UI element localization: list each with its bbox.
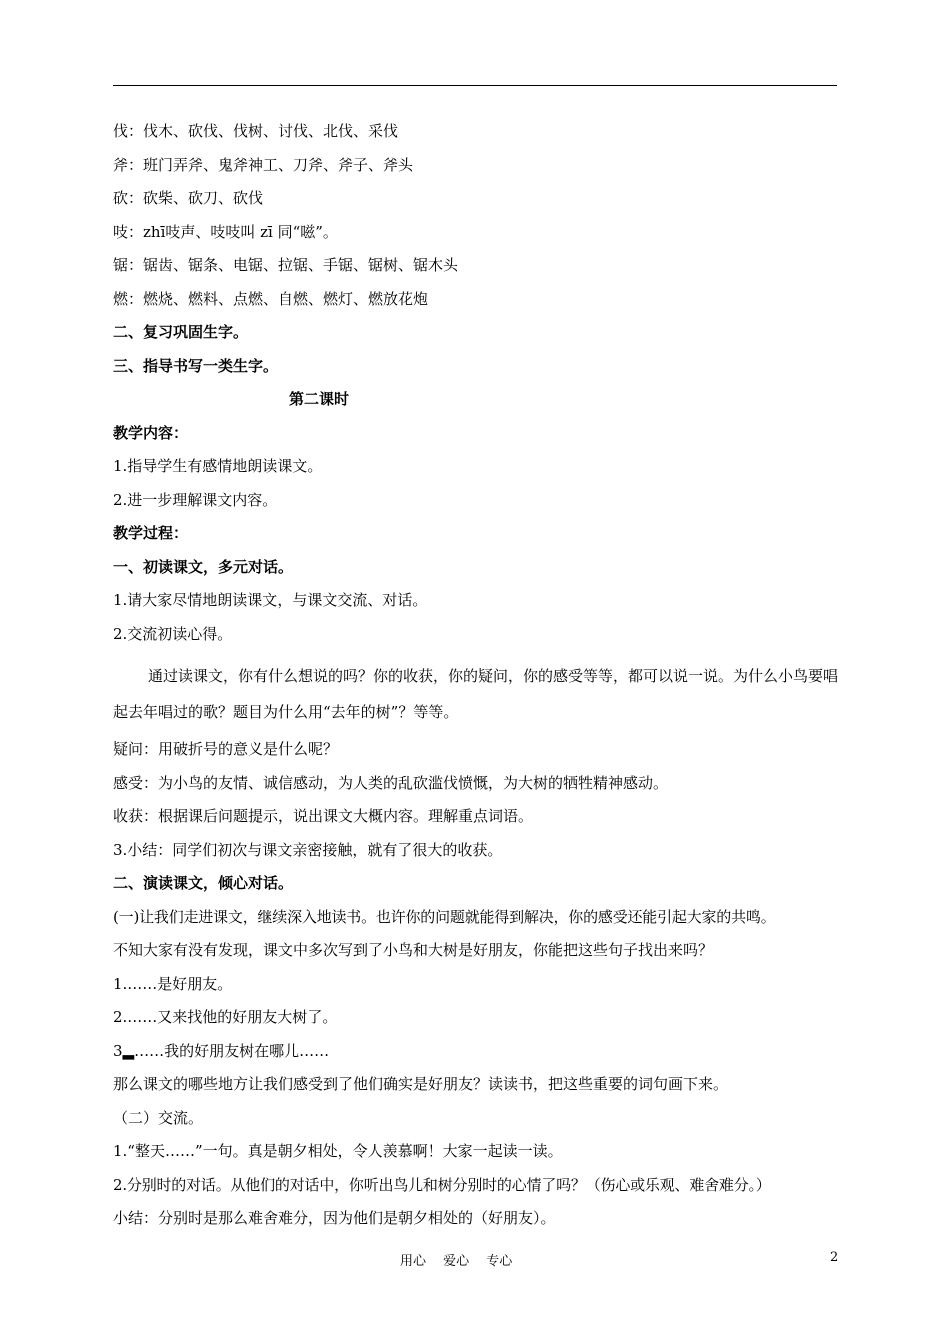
text-line: 1.……是好朋友。 xyxy=(113,974,233,993)
text-line: 2.交流初读心得。 xyxy=(113,624,233,643)
vocab-line: 砍：砍柴、砍刀、砍伐 xyxy=(113,189,264,207)
vocab-line: 吱：zhī吱声、吱吱叫 zī 同“嗞”。 xyxy=(113,222,338,241)
lesson-title: 第二课时 xyxy=(289,390,350,408)
section-heading: 二、演读课文，倾心对话。 xyxy=(113,874,294,892)
page-number: 2 xyxy=(830,1250,839,1265)
vocab-line: 锯：锯齿、锯条、电锯、拉锯、手锯、锯树、锯木头 xyxy=(113,256,459,274)
text-line: 感受：为小鸟的友情、诚信感动，为人类的乱砍滥伐愤慨，为大树的牺牲精神感动。 xyxy=(113,773,669,792)
paragraph: 通过读课文，你有什么想说的吗？你的收获，你的疑问，你的感受等等，都可以说一说。为什么小鸟要唱起去年唱过的歌？题目为什么用“去年的树”？等等。 xyxy=(113,667,839,721)
text-line: 2.进一步理解课文内容。 xyxy=(113,490,278,509)
text-line: 3.小结：同学们初次与课文亲密接触，就有了很大的收获。 xyxy=(113,840,503,859)
text-line: 1.“整天……”一句。真是朝夕相处，令人羡慕啊！大家一起读一读。 xyxy=(113,1142,563,1160)
text-line: （二）交流。 xyxy=(113,1108,204,1127)
text-line: 1.请大家尽情地朗读课文，与课文交流、对话。 xyxy=(113,591,428,609)
text-line: 2.……又来找他的好朋友大树了。 xyxy=(113,1008,338,1026)
text-line: 小结：分别时是那么难舍难分，因为他们是朝夕相处的（好朋友）。 xyxy=(113,1209,556,1227)
text-line: 1.指导学生有感情地朗读课文。 xyxy=(113,457,323,475)
header-rule xyxy=(113,85,837,86)
document-body xyxy=(113,122,843,1243)
vocab-line: 燃：燃烧、燃料、点燃、自燃、燃灯、燃放花炮 xyxy=(113,289,429,308)
section-heading: 三、指导书写一类生字。 xyxy=(113,356,279,375)
text-line: 那么课文的哪些地方让我们感受到了他们确实是好朋友？读读书，把这些重要的词句画下来。 xyxy=(113,1075,729,1093)
section-heading: 一、初读课文，多元对话。 xyxy=(113,557,294,576)
section-heading: 教学过程： xyxy=(113,524,189,542)
text-line: 3▂……我的好朋友树在哪儿…… xyxy=(113,1041,330,1060)
text-line: 收获：根据课后问题提示，说出课文大概内容。理解重点词语。 xyxy=(113,807,534,825)
text-line: 疑问：用破折号的意义是什么呢？ xyxy=(113,740,339,758)
section-heading: 二、复习巩固生字。 xyxy=(113,323,249,341)
text-line: 不知大家有没有发现，课文中多次写到了小鸟和大树是好朋友，你能把这些句子找出来吗？ xyxy=(113,941,714,959)
section-heading: 教学内容： xyxy=(113,423,189,442)
vocab-line: 斧：班门弄斧、鬼斧神工、刀斧、斧子、斧头 xyxy=(113,155,414,174)
footer-slogan: 用心 爱心 专心 xyxy=(400,1254,513,1269)
text-line: 2.分别时的对话。从他们的对话中，你听出鸟儿和树分别时的心情了吗？（伤心或乐观、难舍难分。） xyxy=(113,1175,771,1194)
vocab-line: 伐：伐木、砍伐、伐树、讨伐、北伐、采伐 xyxy=(113,122,399,140)
text-line: (一)让我们走进课文，继续深入地读书。也许你的问题就能得到解决，你的感受还能引起大家的共鸣。 xyxy=(113,907,776,926)
